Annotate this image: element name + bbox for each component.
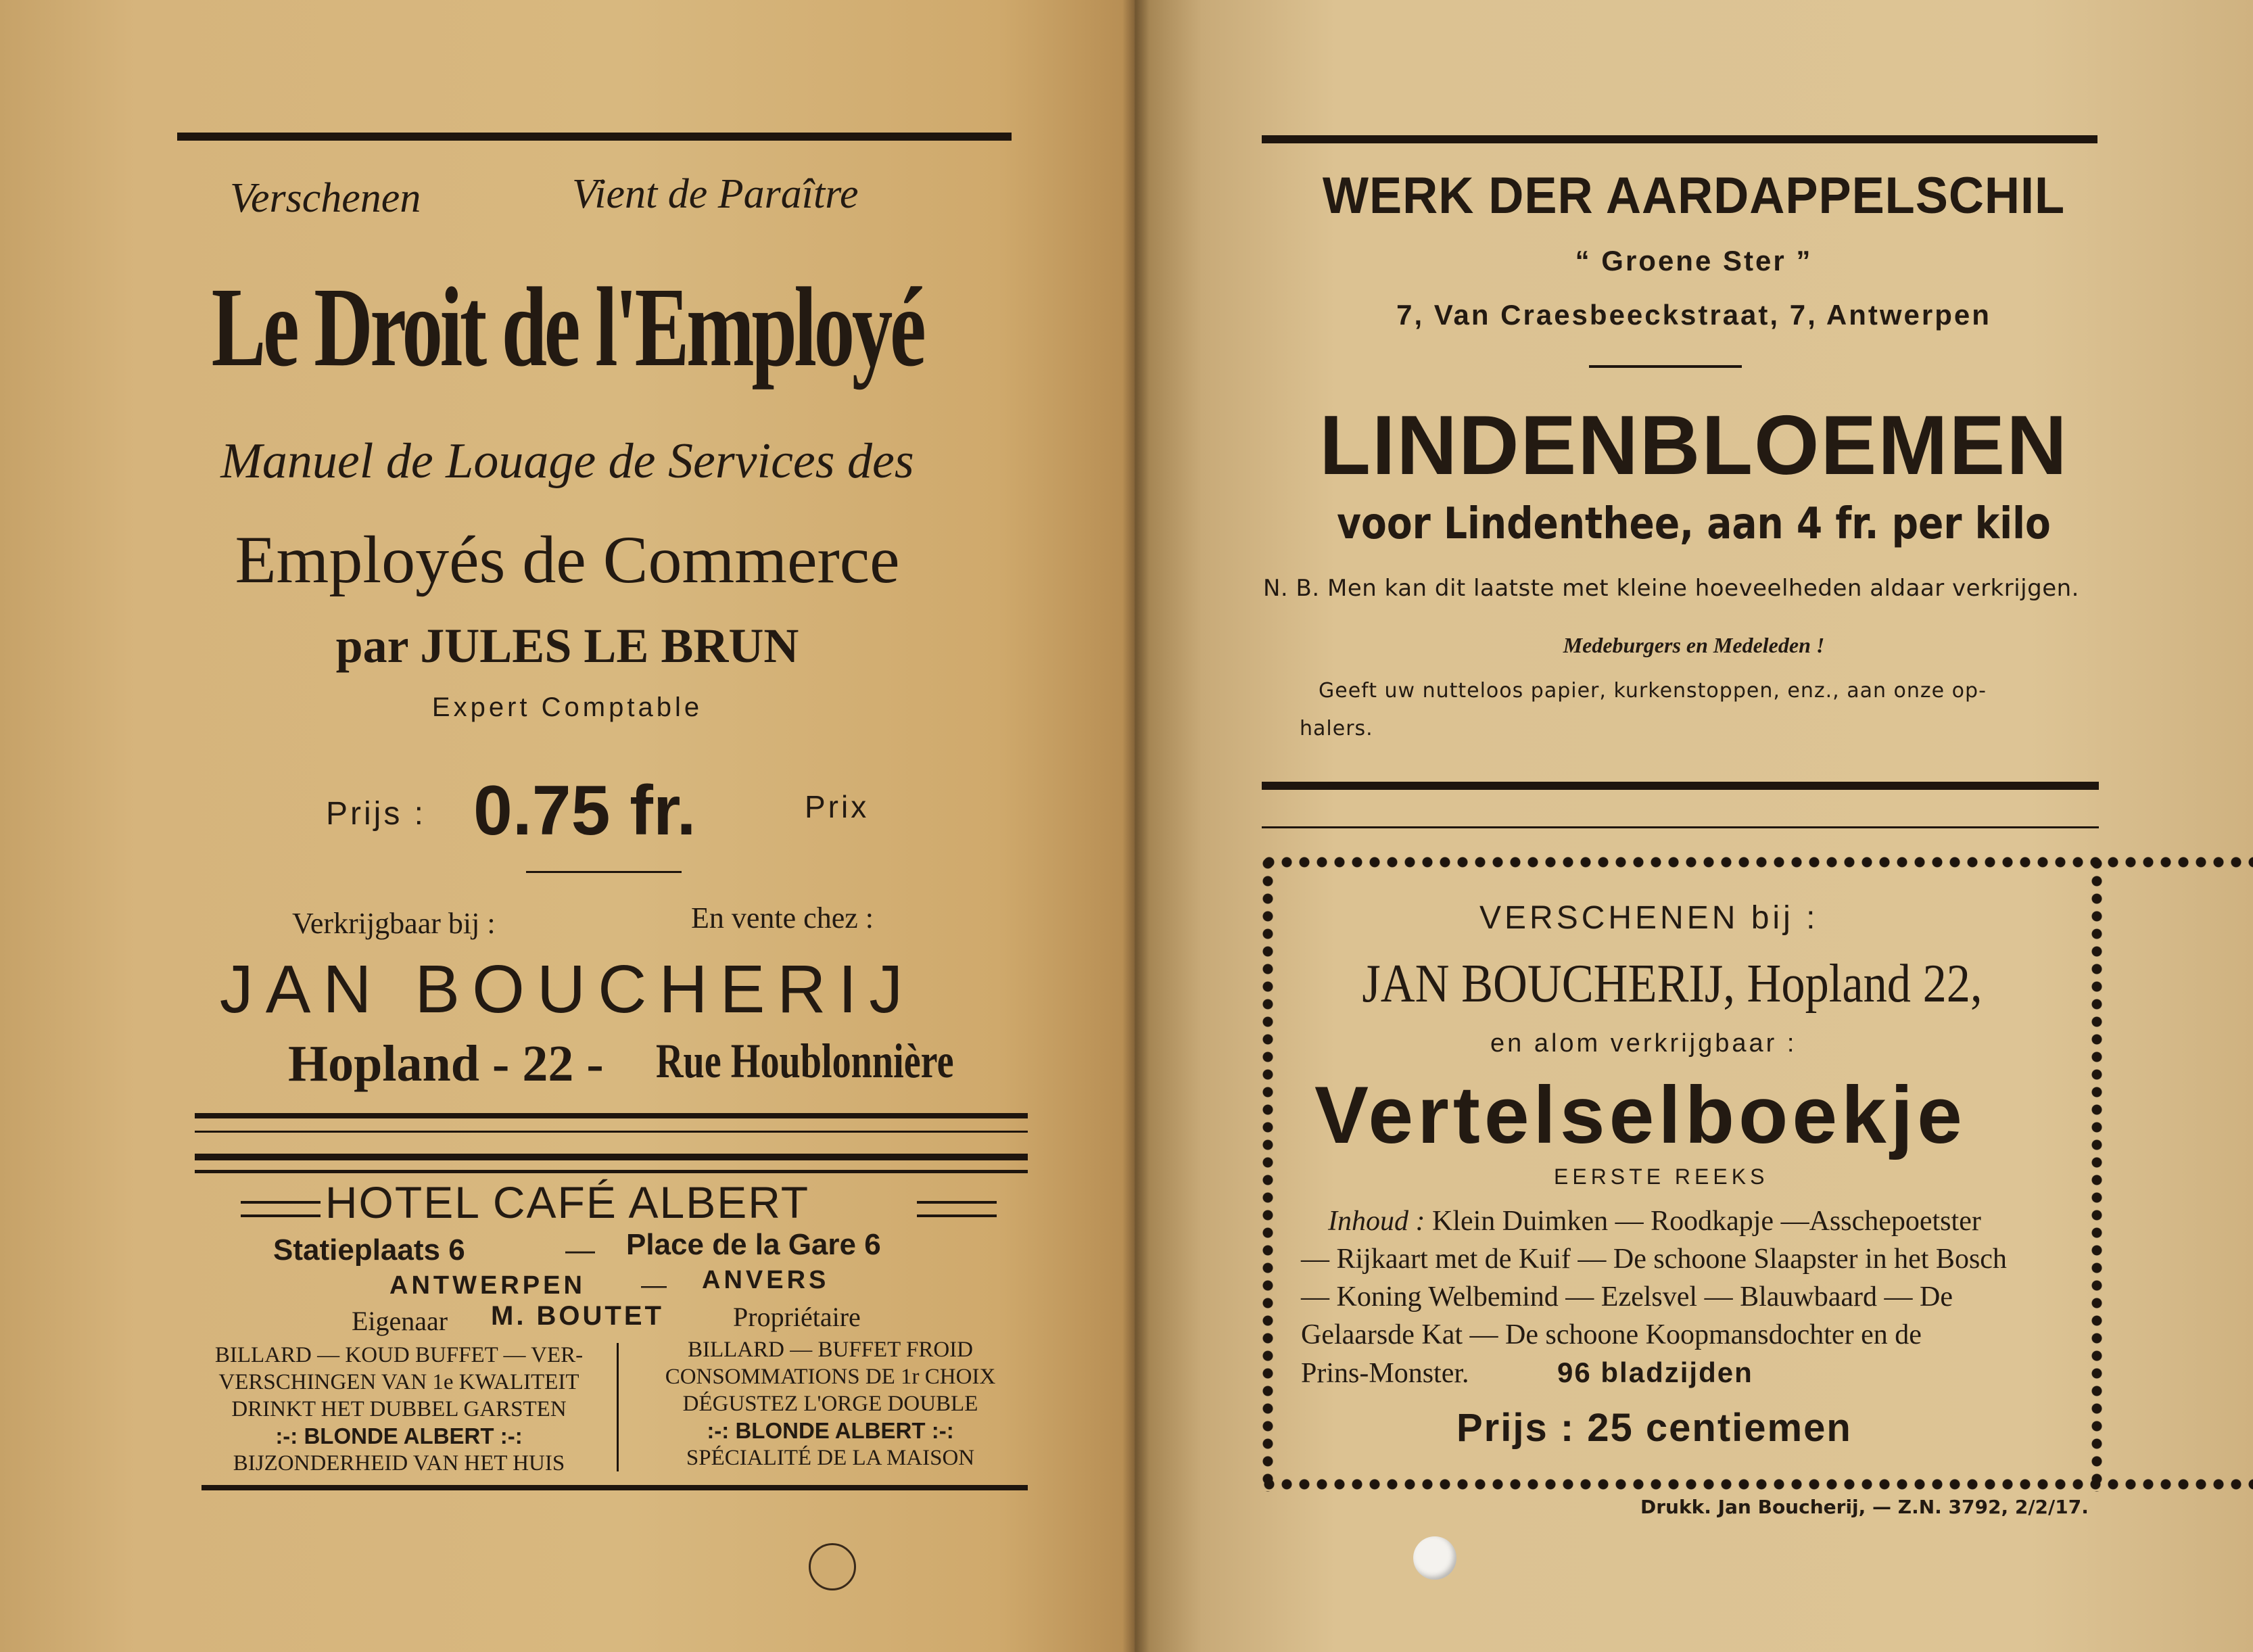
- price-value: 0.75 fr.: [473, 772, 696, 850]
- hotel-street-dash: —: [565, 1233, 595, 1267]
- right-page: [1135, 0, 2253, 1652]
- appeal-text-line1: Geeft uw nutteloos papier, kurkenstoppen, enz., aan onze op-: [1319, 679, 1987, 703]
- appeal-text-line2: halers.: [1300, 717, 1373, 740]
- hotel-owner-fr: Propriétaire: [733, 1302, 861, 1332]
- binding-hole: [809, 1543, 856, 1590]
- hotel-city-fr: ANVERS: [702, 1266, 830, 1294]
- product-subtitle: voor Lindenthee, aan 4 fr. per kilo: [1337, 499, 2051, 549]
- box-pages: 96 bladzijden: [1557, 1356, 1753, 1388]
- hotel-nl-line: VERSCHINGEN VAN 1e KWALITEIT: [218, 1370, 579, 1394]
- hotel-fr-line: CONSOMMATIONS DE 1r CHOIX: [665, 1365, 996, 1389]
- box-contents-line-5: [1301, 1354, 2072, 1392]
- box-contents-text: Klein Duimken — Roodkapje —Asschepoetster: [1431, 1206, 1981, 1237]
- available-nl: Verkrijgbaar bij :: [292, 907, 496, 940]
- box-contents-line-1: [1301, 1202, 2072, 1240]
- hotel-street-nl: Statieplaats 6: [273, 1233, 465, 1267]
- hotel-rule-4: [195, 1170, 1028, 1173]
- box-contents-line-3: — Koning Welbemind — Ezelsvel — Blauwbaard — De: [1301, 1281, 1953, 1313]
- hotel-street-fr: Place de la Gare 6: [626, 1228, 881, 1261]
- note: N. B. Men kan dit laatste met kleine hoeveelheden aldaar verkrijgen.: [1263, 575, 2079, 602]
- top-rule: [177, 133, 1012, 141]
- box-border-left: [1260, 855, 1275, 1492]
- box-series: EERSTE REEKS: [1554, 1164, 1769, 1189]
- box-price: Prijs : 25 centiemen: [1456, 1406, 1852, 1450]
- author: par JULES LE BRUN: [335, 619, 799, 673]
- hotel-rule-2: [195, 1131, 1028, 1133]
- middle-rule-2: [1262, 826, 2099, 828]
- box-contents-end: Prins-Monster.: [1301, 1358, 1469, 1389]
- hotel-nl-line: BIJZONDERHEID VAN HET HUIS: [233, 1451, 565, 1476]
- org-subtitle: “ Groene Ster ”: [1575, 245, 1813, 277]
- org-divider: [1589, 365, 1742, 368]
- hotel-city-dash: —: [641, 1271, 667, 1300]
- box-publisher-address: JAN BOUCHERIJ, Hopland 22,: [1362, 954, 1983, 1014]
- hotel-city-nl: ANTWERPEN: [389, 1271, 586, 1300]
- imprint: Drukk. Jan Boucherij, — Z.N. 3792, 2/2/17.: [1640, 1496, 2089, 1518]
- verschenen-label: Verschenen: [230, 175, 421, 221]
- short-divider: [526, 871, 682, 873]
- author-role: Expert Comptable: [431, 692, 703, 722]
- box-available: en alom verkrijgbaar :: [1490, 1029, 1797, 1058]
- address-nl: Hopland - 22 -: [288, 1035, 604, 1092]
- publisher-name: JAN BOUCHERIJ: [219, 951, 916, 1027]
- price-label-fr: Prix: [805, 789, 870, 824]
- box-contents-label: Inhoud :: [1328, 1206, 1425, 1237]
- hotel-owner-name: M. BOUTET: [491, 1301, 664, 1331]
- vient-de-paraitre-label: Vient de Paraître: [572, 171, 859, 217]
- hotel-nl-line: BILLARD — KOUD BUFFET — VER-: [214, 1343, 584, 1367]
- org-title: WERK DER AARDAPPELSCHIL: [1322, 167, 2066, 225]
- hotel-column-fr: [633, 1336, 1028, 1471]
- hotel-column-divider: [617, 1343, 619, 1471]
- book-title: Le Droit de l'Employé: [211, 264, 924, 390]
- price-label-nl: Prijs :: [326, 796, 426, 832]
- box-book-title: Vertelselboekje: [1314, 1070, 1966, 1160]
- bottom-rule: [201, 1485, 1028, 1490]
- hotel-nl-line: :-: BLONDE ALBERT :-:: [275, 1423, 523, 1448]
- hotel-fr-line: DÉGUSTEZ L'ORGE DOUBLE: [682, 1392, 978, 1416]
- org-address: 7, Van Craesbeeckstraat, 7, Antwerpen: [1396, 299, 1991, 331]
- hotel-nl-line: DRINKT HET DUBBEL GARSTEN: [231, 1397, 567, 1421]
- hotel-rule-3: [195, 1154, 1028, 1160]
- subtitle-line1: Manuel de Louage de Services des: [220, 433, 914, 489]
- hotel-name: HOTEL CAFÉ ALBERT: [325, 1177, 810, 1227]
- binding-hole-right: [1413, 1536, 1456, 1580]
- subtitle-line2: Employés de Commerce: [235, 522, 900, 597]
- hotel-owner-nl: Eigenaar: [352, 1306, 448, 1336]
- hotel-column-nl: [196, 1342, 602, 1477]
- hotel-fr-line: SPÉCIALITÉ DE LA MAISON: [686, 1446, 975, 1470]
- product-title: LINDENBLOEMEN: [1319, 399, 2068, 492]
- book-spine: [1122, 0, 1149, 1652]
- box-border-right: [2089, 855, 2104, 1492]
- top-rule-right: [1262, 135, 2097, 143]
- hotel-fr-line: BILLARD — BUFFET FROID: [687, 1338, 974, 1362]
- box-published-by: VERSCHENEN bij :: [1479, 900, 1819, 936]
- box-contents-line-4: Gelaarsde Kat — De schoone Koopmansdochter en de: [1301, 1319, 1922, 1350]
- address-fr: Rue Houblonnière: [656, 1034, 954, 1088]
- hotel-fr-line: :-: BLONDE ALBERT :-:: [707, 1418, 954, 1443]
- box-contents-line-2: — Rijkaart met de Kuif — De schoone Slaapster in het Bosch: [1301, 1244, 2007, 1275]
- box-contents: [1301, 1202, 2072, 1392]
- available-fr: En vente chez :: [691, 901, 874, 935]
- middle-rule-1: [1262, 782, 2099, 790]
- hotel-rule-1: [195, 1113, 1028, 1118]
- appeal-title: Medeburgers en Medeleden !: [1563, 633, 1825, 657]
